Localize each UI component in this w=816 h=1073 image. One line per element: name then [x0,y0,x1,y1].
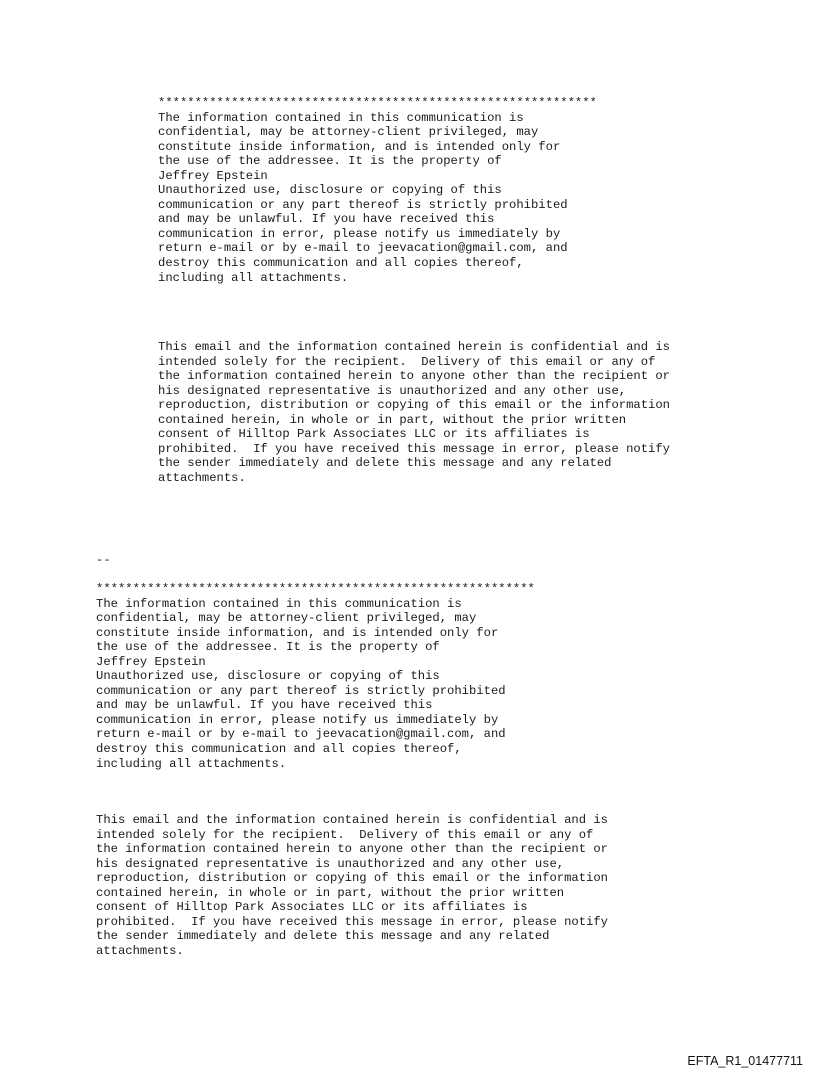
text-line: This email and the information contained herein is confidential and is [158,340,670,354]
text-line: The information contained in this communication is [158,110,524,125]
text-line: Jeffrey Epstein [96,654,206,669]
text-line: confidential, may be attorney-client privileged, may [158,125,539,140]
text-line: contained herein, in whole or in part, without the prior written [158,412,627,427]
text-line: constitute inside information, and is intended only for [96,625,499,640]
text-line: the information contained herein to anyone other than the recipient or [158,369,670,384]
text-line: The information contained in this communication is [96,596,462,611]
text-line: intended solely for the recipient. Delivery of this email or any of [158,354,656,369]
text-line: and may be unlawful. If you have received this [158,212,495,227]
text-line: Jeffrey Epstein [158,168,268,183]
text-line: and may be unlawful. If you have received this [96,698,433,713]
text-line: reproduction, distribution or copying of this email or the information [158,398,670,413]
indented-confidentiality-disclaimer [158,96,597,285]
text-line: the sender immediately and delete this message and any related [96,929,550,944]
text-line: his designated representative is unauthorized and any other use, [96,856,565,871]
text-line: reproduction, distribution or copying of this email or the information [96,871,608,886]
text-line: consent of Hilltop Park Associates LLC or its affiliates is [96,900,528,915]
text-line: Unauthorized use, disclosure or copying of this [158,183,502,198]
text-line: including all attachments. [158,270,349,285]
text-line: This email and the information contained herein is confidential and is [96,813,608,827]
text-line: the use of the addressee. It is the property of [96,640,440,655]
confidentiality-disclaimer [96,582,535,771]
text-line: the use of the addressee. It is the property of [158,154,502,169]
text-line: communication or any part thereof is strictly prohibited [96,683,506,698]
text-line: destroy this communication and all copies thereof, [96,742,462,757]
text-line: destroy this communication and all copies thereof, [158,256,524,271]
text-line: attachments. [96,943,184,958]
text-line: communication in error, please notify us immediately by [96,712,499,727]
text-line: prohibited. If you have received this message in error, please notify [96,914,608,929]
signature-separator: -- [96,553,111,567]
text-line: including all attachments. [96,756,287,771]
text-line: consent of Hilltop Park Associates LLC or its affiliates is [158,427,590,442]
text-line: constitute inside information, and is intended only for [158,139,561,154]
text-line: Unauthorized use, disclosure or copying of this [96,669,440,684]
text-line: communication or any part thereof is strictly prohibited [158,197,568,212]
text-line: attachments. [158,470,246,485]
text-line: the information contained herein to anyone other than the recipient or [96,842,608,857]
text-line: contained herein, in whole or in part, without the prior written [96,885,565,900]
text-line: return e-mail or by e-mail to jeevacation@gmail.com, and [96,727,506,742]
text-line: return e-mail or by e-mail to jeevacation@gmail.com, and [158,241,568,256]
text-line: prohibited. If you have received this message in error, please notify [158,441,670,456]
text-line: ************************************************************ [96,582,535,596]
text-line: intended solely for the recipient. Delivery of this email or any of [96,827,594,842]
text-line: communication in error, please notify us immediately by [158,226,561,241]
text-line: his designated representative is unauthorized and any other use, [158,383,627,398]
email-notice [96,813,608,958]
text-line: ************************************************************ [158,96,597,110]
text-line: the sender immediately and delete this message and any related [158,456,612,471]
text-line: confidential, may be attorney-client privileged, may [96,611,477,626]
indented-email-notice [158,340,670,485]
document-id: EFTA_R1_01477711 [687,1054,803,1068]
